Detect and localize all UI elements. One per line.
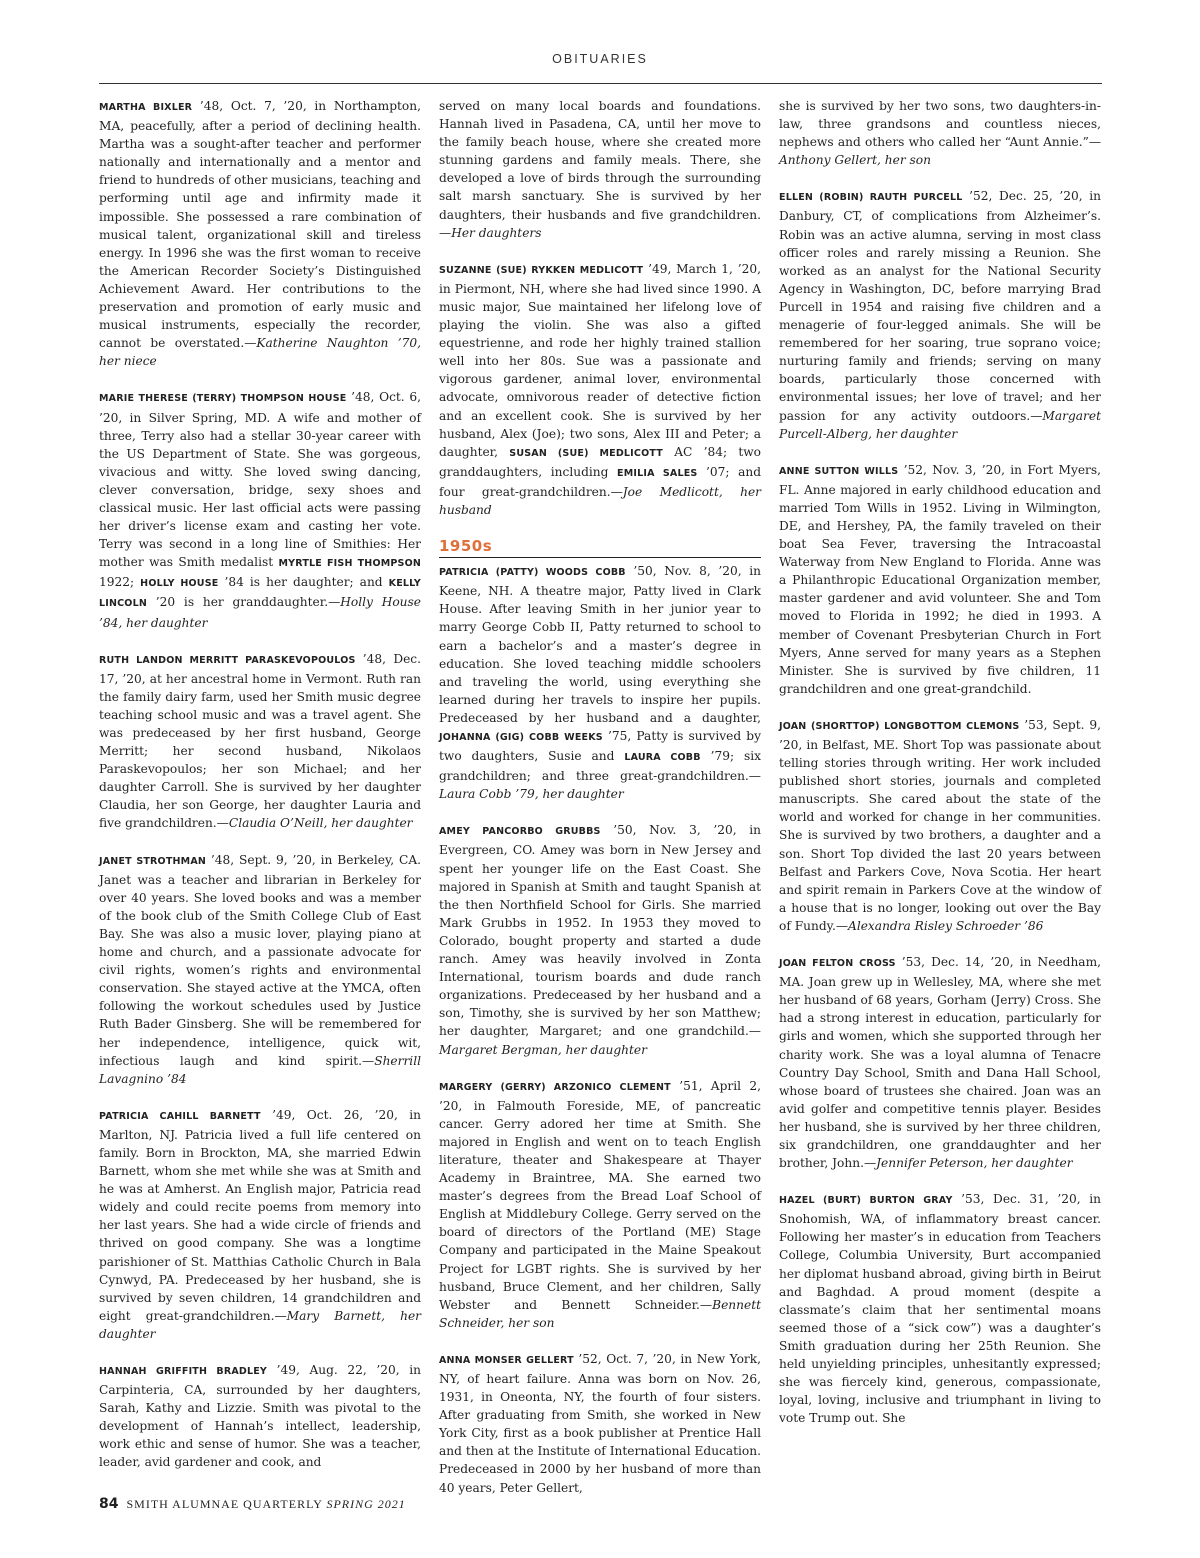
obituary-name: HANNAH GRIFFITH BRADLEY — [99, 1366, 267, 1377]
obituary-signature: Claudia O’Neill, her daughter — [228, 816, 413, 831]
obituary-text: ’53, Dec. 31, ’20, in Snohomish, WA, of inflammatory breast cancer. Following her master’s in education from Teachers College, Columbia University, Burt accompanied her diplomat husband abroad, giving birth in Beirut and Baghdad. A proud moment (despite a classmate’s claim that her sentimental moans seemed those of a “sick cow”) was a daughter’s Smith graduation during her 25th Reunion. She held unyielding principles, unhesitantly expressed; she was fiercely kind, generous, compassionate, loyal, loving, inclusive and triumphant in living to vote Trump out. She — [779, 1192, 1102, 1426]
obituary-signature: Margaret Bergman, her daughter — [439, 1042, 647, 1057]
obituary-name: ANNA MONSER GELLERT — [439, 1354, 574, 1366]
obituary-signature: Alexandra Risley Schroeder ’86 — [848, 918, 1044, 933]
obituary-name: MARIE THERESE (TERRY) THOMPSON HOUSE — [99, 393, 347, 405]
obituary-text: ’51, April 2, ’20, in Falmouth Foreside, ME, of pancreatic cancer. Gerry adored her time at Smith. She majored in English and went on to teach English literature, theater and Shakespeare at Thayer Academy in Braintree, MA. She earned two master’s degrees from the Bread Loaf School of English at Middlebury College. Gerry served on the board of directors of the Portland (ME) Stage Company and participated in the Maine Speakout Project for LGBT rights. She is survived by her husband, Bruce Clement, and her children, Sally Webster and Bennett Schneider.— — [439, 1078, 761, 1312]
obituary-text: ’52, Nov. 3, ’20, in Fort Myers, FL. Anne majored in early childhood education and married Tom Wills in 1952. Living in Wilmington, DE, and Hershey, PA, the family traveled on their boat Sea Fever, traversing the Intracoastal Waterway from New England to Florida. Anne was a Philanthropic Educational Organization member, master gardener and avid volunteer. She and Tom moved to Florida in 1992; he died in 1993. A member of Covenant Presbyterian Church in Fort Myers, Anne served for many years as a Stephen Minister. She is survived by five children, 11 grandchildren and one great-grandchild. — [779, 462, 1102, 696]
obituary-patty-cobb — [439, 562, 761, 803]
obituary-sue-medlicott — [439, 260, 761, 519]
obituary-text: ’48, Sept. 9, ’20, in Berkeley, CA. Janet was a teacher and librarian in Berkeley for over 40 years. She loved books and was a member of the book club of the Smith College Club of East Bay. She was also a music lover, playing piano at home and church, and a passionate advocate for civil rights, women’s rights and environmental conservation. She stayed active at the YMCA, often following the workout schedules used by Justice Ruth Bader Ginsberg. She will be remembered for her independence, intelligence, quick wit, infectious laugh and kind spirit.— — [99, 852, 421, 1068]
obituary-name: PATRICIA (PATTY) WOODS COBB — [439, 567, 626, 579]
obituary-hazel-gray — [779, 1190, 1101, 1427]
obituary-signature: Margaret Purcell-Alberg, her daughter — [779, 408, 1101, 441]
column-2 — [439, 97, 761, 1515]
page-footer — [99, 1496, 406, 1512]
obituary-patricia-barnett — [99, 1106, 421, 1343]
column-1 — [99, 97, 421, 1490]
obituary-text: ’49, Aug. 22, ’20, in Carpinteria, CA, surrounded by her daughters, Sarah, Kathy and Lizzie. Smith was pivotal to the development of Hannah’s intellect, leadership, work ethic and sense of humor. She was a teacher, leader, avid gardener and cook, and — [99, 1363, 421, 1470]
obituary-text: served on many local boards and foundations. Hannah lived in Pasadena, CA, until her move to the family beach house, where she created more stunning gardens and family meals. There, she developed a love of birds through the surrounding salt marsh sanctuary. She is survived by her daughters, their husbands and five grandchildren.— — [439, 99, 761, 240]
obituary-text: ’50, Nov. 8, ’20, in Keene, NH. A theatre major, Patty lived in Clark House. After leaving Smith in her junior year to marry George Cobb II, Patty returned to school to earn a bachelor’s and a master’s degree in education. She loved teaching middle schoolers and traveling the world, using everything she learned during her travels to inspire her pupils. Predeceased by her husband and a daughter, — [439, 564, 761, 725]
obituary-terry-house — [99, 388, 421, 631]
obituary-signature: Holly House ’84, her daughter — [99, 595, 421, 630]
obituary-name: AMEY PANCORBO GRUBBS — [439, 826, 601, 838]
obituary-name: PATRICIA CAHILL BARNETT — [99, 1110, 261, 1122]
header-divider — [99, 83, 1102, 84]
obituary-text: ’49, Oct. 26, ’20, in Marlton, NJ. Patricia lived a full life centered on family. Born in Brockton, MA, she married Edwin Barnett, whom she met while she was at Smith and he was at Amherst. An English major, Patricia read widely and could recite poems from memory into her last years. She had a wide circle of friends and thrived on good company. She was a longtime parishioner of St. Matthias Catholic Church in Bala Cynwyd, PA. Predeceased by her husband, she is survived by seven children, 14 grandchildren and eight great-grandchildren.— — [99, 1107, 421, 1323]
column-3 — [779, 97, 1101, 1445]
obituary-name: MARTHA BIXLER — [99, 102, 193, 113]
obituary-name: JOAN (SHORTTOP) LONGBOTTOM CLEMONS — [779, 720, 1020, 732]
obituary-text: ’52, Dec. 25, ’20, in Danbury, CT, of complications from Alzheimer’s. Robin was an active alumna, serving in most class officer roles and rarely missing a Reunion. She worked as an analyst for the National Security Agency in Washington, DC, before marrying Brad Purcell in 1954 and raising five children and a menagerie of four-legged animals. She will be remembered for her soaring, true soprano voice; nurturing family and friends; serving on many boards, particularly those concerned with environmental issues; her love of travel; and her passion for any activity outdoors.— — [779, 189, 1101, 423]
obituary-joan-cross — [779, 953, 1101, 1172]
obituary-text: ’48, Oct. 6, ’20, in Silver Spring, MD. A wife and mother of three, Terry also had a stellar 30-year career with the US Department of State. She was gorgeous, vivacious and witty. She loved swing dancing, clever conversation, bridge, sexy shoes and classical music. Her last official acts were passing her driver’s license exam and casting her vote. Terry was second in a long line of Smithies: Her mother was Smith medalist — [99, 390, 421, 570]
obituary-name: MARGERY (GERRY) ARZONICO CLEMENT — [439, 1081, 671, 1093]
obituary-text: she is survived by her two sons, two daughters-in-law, three grandsons and countless nieces, nephews and others who called her “Aunt Annie.”— — [779, 99, 1101, 150]
page-number: 84 — [99, 1496, 119, 1512]
obituary-amey-grubbs — [439, 821, 761, 1058]
section-heading-1950s: 1950s — [439, 537, 761, 558]
obituary-text: ’53, Dec. 14, ’20, in Needham, MA. Joan grew up in Wellesley, MA, where she met her husband of 68 years, Gorham (Jerry) Cross. She had a strong interest in education, particularly for girls and women, which she supported through her charity work. She was a loyal alumna of Tenacre Country Day School, Smith and Dana Hall School, whose board of trustees she chaired. Joan was an avid golfer and competitive tennis player. Besides her husband, she is survived by her three children, six grandchildren, one granddaughter and her brother, John.— — [779, 955, 1101, 1171]
obituary-martha-bixler — [99, 97, 421, 370]
obituary-signature: Anthony Gellert, her son — [779, 153, 931, 168]
obituary-name: SUZANNE (SUE) RYKKEN MEDLICOTT — [439, 264, 644, 276]
obituary-ruth-paraskevopoulos — [99, 650, 421, 833]
obituary-gerry-clement — [439, 1077, 761, 1332]
obituary-text: ’79; six grandchildren; and three great-grandchildren.— — [439, 749, 761, 784]
obituary-text: AC ’84; two granddaughters, including — [439, 444, 761, 479]
obituary-text: ’52, Oct. 7, ’20, in New York, NY, of heart failure. Anna was born on Nov. 26, 1931, in Oneonta, NY, the fourth of four sisters. After graduating from Smith, she worked in New York City, first as a book publisher at Prentice Hall and then at the Institute of International Education. Predeceased in 2000 by her husband of more than 40 years, Peter Gellert, — [439, 1351, 761, 1495]
obituary-janet-strothman — [99, 851, 421, 1088]
obituary-text: ’49, March 1, ’20, in Piermont, NH, where she had lived since 1990. A music major, Sue maintained her lifelong love of playing the violin. She was also a gifted equestrienne, and rode her highly trained stallion well into her 80s. Sue was a passionate and vigorous gardener, animal lover, environmental advocate, omnivorous reader of detective fiction and an excellent cook. She is survived by her husband, Alex (Joe); two sons, Alex III and Peter; a daughter, — [439, 261, 761, 459]
obituary-text: ’20 is her granddaughter.— — [147, 595, 341, 610]
obituary-signature: Bennett Schneider, her son — [439, 1297, 761, 1330]
obituary-text: 1922; — [99, 575, 141, 590]
obituary-robin-purcell — [779, 187, 1101, 442]
obituary-text: ’75, Patty is survived by two daughters, Susie and — [439, 729, 761, 764]
obituary-hannah-bradley — [99, 1361, 421, 1472]
relative-name: KELLY LINCOLN — [99, 578, 421, 610]
obituary-signature: Joe Medlicott, her husband — [439, 484, 761, 517]
obituary-name: JANET STROTHMAN — [99, 855, 207, 867]
obituary-name: ANNE SUTTON WILLS — [779, 465, 899, 477]
obituary-signature: Laura Cobb ’79, her daughter — [439, 787, 624, 802]
obituary-name: RUTH LANDON MERRITT PARASKEVOPOULOS — [99, 654, 356, 666]
obituary-joan-clemons — [779, 716, 1101, 935]
issue-name: SPRING 2021 — [326, 1497, 406, 1511]
obituary-anna-gellert — [439, 1350, 761, 1497]
relative-name: JOHANNA (GIG) COBB WEEKS — [439, 732, 603, 743]
publication-name: SMITH ALUMNAE QUARTERLY — [126, 1497, 323, 1511]
obituary-anne-wills — [779, 461, 1101, 698]
relative-name: LAURA COBB — [624, 752, 701, 764]
obituary-text: ’53, Sept. 9, ’20, in Belfast, ME. Short Top was passionate about telling stories through writing. Her work included published short stories, journals and completed manuscripts. She cared about the state of the world and worked for change in her communities. She is survived by two brothers, a daughter and a son. Short Top divided the last 20 years between Belfast and Parkers Cove, Nova Scotia. Her heart and spirit remain in Parkers Cove at the window of a house that is no longer, looking out over the Bay of Fundy.— — [779, 717, 1101, 933]
page-section-title: OBITUARIES — [552, 52, 648, 66]
relative-name: SUSAN (SUE) MEDLICOTT — [509, 447, 663, 459]
obituary-name: ELLEN (ROBIN) RAUTH PURCELL — [779, 192, 963, 204]
obituary-text: ’48, Oct. 7, ’20, in Northampton, MA, peacefully, after a period of declining health. Martha was a sought-after teacher and performer nationally and internationally and a mentor and friend to hundreds of other musicians, teaching and performing until age and infirmity made it impossible. She possessed a rare combination of musical talent, organizational skill and tireless energy. In 1996 she was the first woman to receive the American Recorder Society’s Distinguished Achievement Award. Her contributions to the preservation and promotion of early music and musical instruments, especially the recorder, cannot be overstated.— — [99, 99, 421, 351]
relative-name: HOLLY HOUSE — [140, 578, 219, 590]
relative-name: EMILIA SALES — [617, 467, 698, 479]
obituary-name: HAZEL (BURT) BURTON GRAY — [779, 1195, 953, 1207]
obituary-text: ’48, Dec. 17, ’20, at her ancestral home in Vermont. Ruth ran the family dairy farm, used her Smith music degree teaching school music and was a travel agent. She was predeceased by her first husband, George Merritt; her second husband, Nikolaos Paraskevopoulos; her son Michael; and her daughter Carroll. She is survived by her daughter Claudia, her son George, her daughter Lauria and five grandchildren.— — [99, 651, 421, 831]
obituary-text: ’50, Nov. 3, ’20, in Evergreen, CO. Amey was born in New Jersey and spent her younger life on the East Coast. She majored in Spanish at Smith and taught Spanish at the then Northfield School for Girls. She married Mark Grubbs in 1952. In 1953 they moved to Colorado, bought property and started a dude ranch. Amey was heavily involved in Zonta International, tourism boards and dude ranch organizations. Predeceased by her husband and a son, Timothy, she is survived by her son Matthew; her daughter, Margaret; and one grandchild.— — [439, 823, 761, 1039]
obituary-text: ’07; and four great-grandchildren.— — [439, 464, 761, 499]
obituary-signature: Sherrill Lavagnino ’84 — [99, 1053, 421, 1086]
obituary-signature: Katherine Naughton ’70, her niece — [99, 336, 421, 369]
obituary-signature: Mary Barnett, her daughter — [99, 1308, 421, 1341]
obituary-signature: Her daughters — [451, 225, 542, 240]
relative-name: MYRTLE FISH THOMPSON — [278, 558, 422, 570]
obituary-hannah-bradley-continued — [439, 97, 761, 242]
obituary-text: ’84 is her daughter; and — [218, 575, 389, 590]
obituary-signature: Jennifer Peterson, her daughter — [876, 1156, 1073, 1171]
obituary-anna-gellert-continued — [779, 97, 1101, 169]
obituary-name: JOAN FELTON CROSS — [779, 958, 896, 970]
